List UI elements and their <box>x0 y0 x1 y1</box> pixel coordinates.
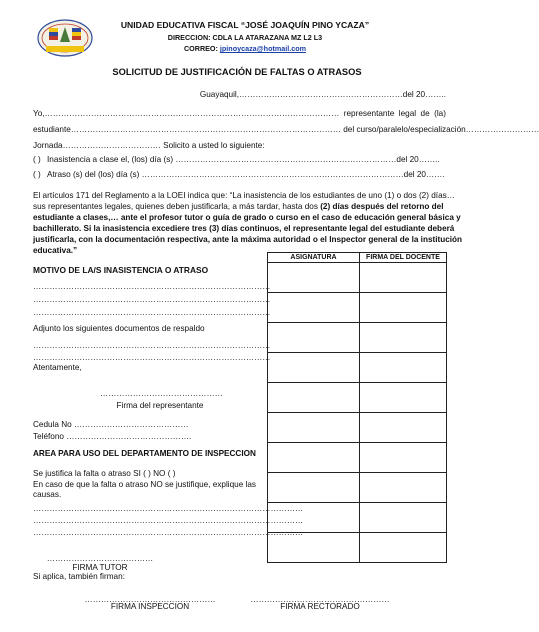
col-firma-header: FIRMA DEL DOCENTE <box>360 253 447 263</box>
cedula-line[interactable]: Cedula No …………………………………… <box>33 420 189 429</box>
firma-docente-cell[interactable] <box>360 473 447 503</box>
firma-docente-cell[interactable] <box>360 413 447 443</box>
firma-docente-cell[interactable] <box>360 323 447 353</box>
firma-inspeccion-label: FIRMA INSPECCION <box>110 602 190 611</box>
justifica-line[interactable]: Se justifica la falta o atraso SI ( ) NO ( ) <box>33 469 176 478</box>
asignatura-cell[interactable] <box>268 503 360 533</box>
si-aplica: Si aplica, también firman: <box>33 572 125 581</box>
signature-table <box>267 252 447 563</box>
col-asignatura-header: ASIGNATURA <box>268 253 360 263</box>
firma-docente-cell[interactable] <box>360 293 447 323</box>
atraso-checkbox[interactable]: ( ) <box>33 170 41 179</box>
table-row <box>268 353 447 383</box>
telefono-line[interactable]: Teléfono ………………………………………. <box>33 432 192 441</box>
motivo-label: MOTIVO DE LA/S INASISTENCIA O ATRASO <box>33 265 209 275</box>
firma-docente-cell[interactable] <box>360 383 447 413</box>
yo-representante: representante <box>343 109 395 118</box>
asignatura-cell[interactable] <box>268 383 360 413</box>
email-label: CORREO: <box>183 44 218 53</box>
yo-legal: legal <box>398 109 417 118</box>
table-row <box>268 503 447 533</box>
school-email-line <box>120 44 370 53</box>
article-line-5: justificarla, con la documentación respectiva, ante la máxima autoridad o el Inspector general de la institución <box>33 235 463 244</box>
table-row <box>268 323 447 353</box>
school-address: DIRECCION: CDLA LA ATARAZANA MZ L2 L3 <box>167 33 323 42</box>
firma-docente-cell[interactable] <box>360 263 447 293</box>
table-row <box>268 443 447 473</box>
page-title: SOLICITUD DE JUSTIFICACIÓN DE FALTAS O ATRASOS <box>112 67 362 77</box>
article-line-2 <box>33 202 443 211</box>
article-line-3: estudiante a clases,… ante el profesor tutor o guía de grado o curso en el caso de educación general básica y <box>33 213 461 222</box>
firma-docente-cell[interactable] <box>360 533 447 563</box>
firma-docente-cell[interactable] <box>360 443 447 473</box>
firma-tutor-line[interactable]: ………………………………… <box>46 554 154 563</box>
motivo-line[interactable]: …………………………………………………………………………… <box>33 308 271 317</box>
asignatura-cell[interactable] <box>268 323 360 353</box>
caso-line-a: En caso de que la falta o atraso NO se justifique, explique las <box>33 480 257 489</box>
causa-line[interactable]: ……………………………………………………………………………………… <box>33 504 304 513</box>
firma-rectorado-label: FIRMA RECTORADO <box>280 602 360 611</box>
article-line-2-b: (2) días después del retorno del <box>320 202 444 211</box>
firma-docente-cell[interactable] <box>360 353 447 383</box>
atentamente: Atentamente, <box>33 363 82 372</box>
article-line-1: El artículos 171 del Reglamento a la LOEI indica que: “La inasistencia de los estudiantes de uno (1) o dos (2) días… <box>33 191 455 200</box>
causa-line[interactable]: ……………………………………………………………………………………… <box>33 516 304 525</box>
motivo-line[interactable]: …………………………………………………………………………… <box>33 282 271 291</box>
article-line-6: educativa.” <box>33 246 78 255</box>
article-line-4: bachillerato. Si la inasistencia excediere tres (3) días continuos, el representante legal del estudiante deberá <box>33 224 455 233</box>
email-link[interactable]: jpinoycaza@hotmail.com <box>219 44 307 53</box>
firma-rectorado-line[interactable]: …………………………………………… <box>250 595 390 604</box>
table-row <box>268 533 447 563</box>
inasistencia-checkbox[interactable]: ( ) <box>33 155 41 164</box>
adjunto-line[interactable]: …………………………………………………………………………… <box>33 353 271 362</box>
adjunto-label: Adjunto los siguientes documentos de respaldo <box>33 324 205 333</box>
causa-line[interactable]: ……………………………………………………………………………………… <box>33 528 304 537</box>
asignatura-cell[interactable] <box>268 353 360 383</box>
yo-la: (la) <box>434 109 446 118</box>
asignatura-cell[interactable] <box>268 293 360 323</box>
table-row <box>268 383 447 413</box>
yo-de: de <box>420 109 430 118</box>
motivo-line[interactable]: …………………………………………………………………………… <box>33 295 271 304</box>
inasistencia-option <box>33 155 440 164</box>
asignatura-cell[interactable] <box>268 533 360 563</box>
atraso-option <box>33 170 445 179</box>
inasistencia-text: Inasistencia a clase el, (los) día (s) ………………………………………………………………………del 20…….. <box>47 155 440 164</box>
asignatura-cell[interactable] <box>268 263 360 293</box>
adjunto-line[interactable]: …………………………………………………………………………… <box>33 341 271 350</box>
firma-tutor-label: FIRMA TUTOR <box>72 563 128 572</box>
date-line: Guayaquil,……………………………………………………del 20…….. <box>199 90 446 99</box>
asignatura-cell[interactable] <box>268 443 360 473</box>
asignatura-cell[interactable] <box>268 473 360 503</box>
firma-representante-line[interactable]: ……………………………………… <box>100 389 223 398</box>
estudiante-line: estudiante……………………………………………………………………………………… del curso/paralelo/especialización……………………… <box>33 125 539 134</box>
table-row <box>268 473 447 503</box>
atraso-text: Atraso (s) del (los) día (s) ……………………………………………………………………………………del 20……. <box>47 170 445 179</box>
table-row <box>268 413 447 443</box>
yo-dots: Yo,……………………………………………………………………………………………… <box>33 109 340 118</box>
area-title: AREA PARA USO DEL DEPARTAMENTO DE INSPECCION <box>33 449 256 458</box>
school-seal-icon <box>36 18 94 58</box>
table-row <box>268 293 447 323</box>
yo-line <box>33 109 446 118</box>
table-row <box>268 263 447 293</box>
firma-docente-cell[interactable] <box>360 503 447 533</box>
jornada-line: Jornada……………………………… Solicito a usted lo siguiente: <box>33 141 265 150</box>
caso-line-b: causas. <box>33 490 62 499</box>
article-line-2-a: sus representantes legales, quienes deben justificarla, a más tardar, hasta dos <box>33 202 321 211</box>
asignatura-cell[interactable] <box>268 413 360 443</box>
firma-representante-label: Firma del representante <box>116 401 204 410</box>
school-name: UNIDAD EDUCATIVA FISCAL “JOSÉ JOAQUÍN PINO YCAZA” <box>120 20 370 30</box>
firma-inspeccion-line[interactable]: ………………………………………… <box>84 595 216 604</box>
